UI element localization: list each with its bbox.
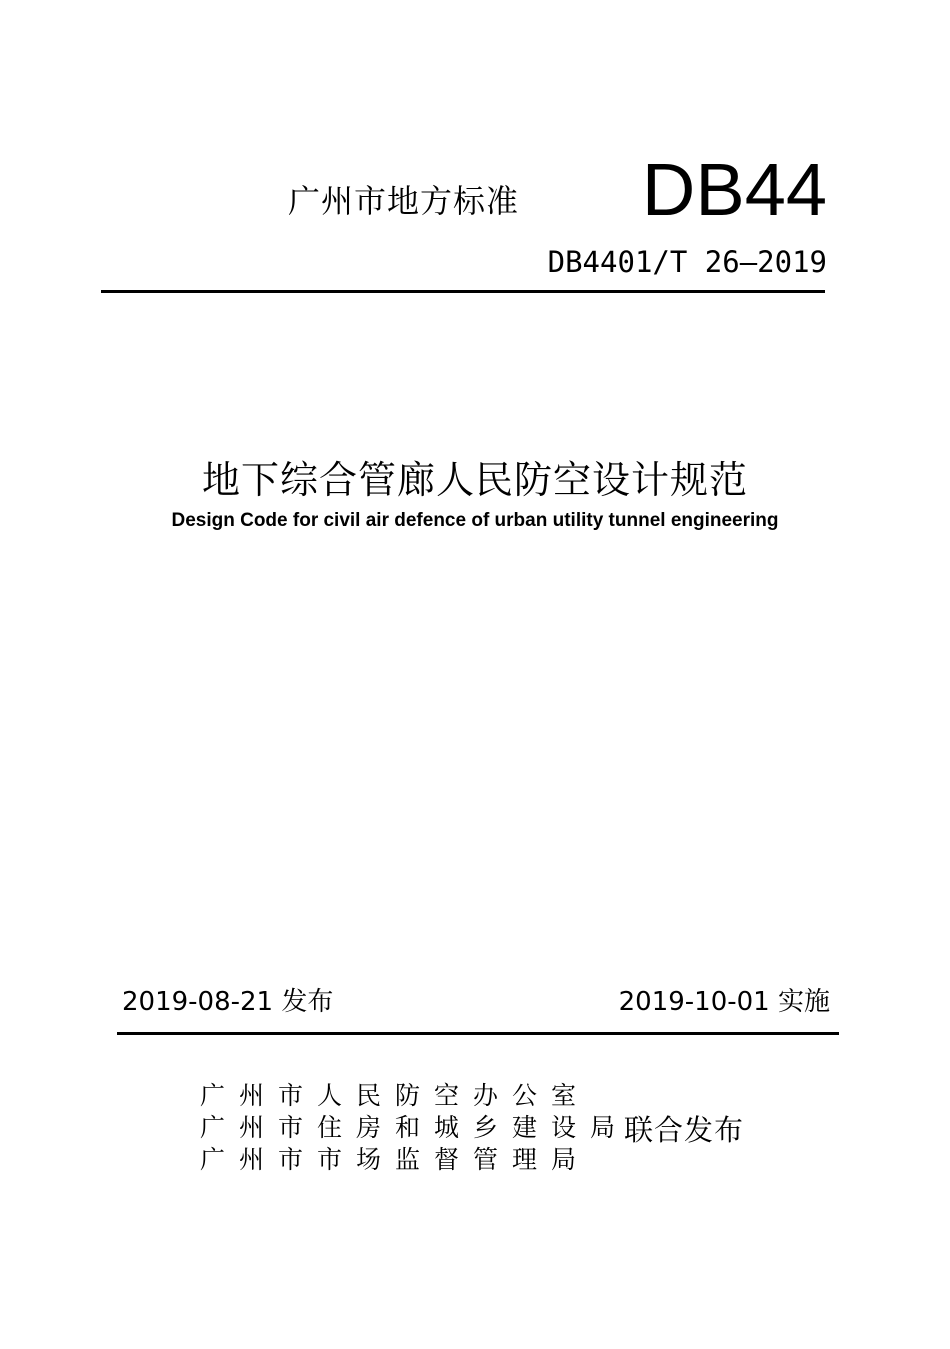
issuer-name: 广州市住房和城乡建设局 [200, 1113, 630, 1142]
issuer-name: 广州市人民防空办公室 [200, 1081, 591, 1110]
implement-date: 2019-10-01 实施 [618, 987, 830, 1017]
issuer-name: 广州市市场监督管理局 [200, 1145, 591, 1174]
document-title-chinese: 地下综合管廊人民防空设计规范 [201, 458, 748, 502]
joint-publication-label: 联合发布 [624, 1113, 745, 1147]
standard-code: DB44 [641, 148, 827, 231]
bottom-divider [117, 1032, 839, 1035]
publish-date: 2019-08-21 发布 [122, 987, 334, 1017]
issuer-list [200, 1080, 629, 1176]
standard-number: DB4401/T 26—2019 [547, 245, 827, 279]
document-title-english: Design Code for civil air defence of urban utility tunnel engineering [171, 510, 779, 531]
standard-type: 广州市地方标准 [288, 182, 520, 220]
top-divider [101, 290, 825, 293]
